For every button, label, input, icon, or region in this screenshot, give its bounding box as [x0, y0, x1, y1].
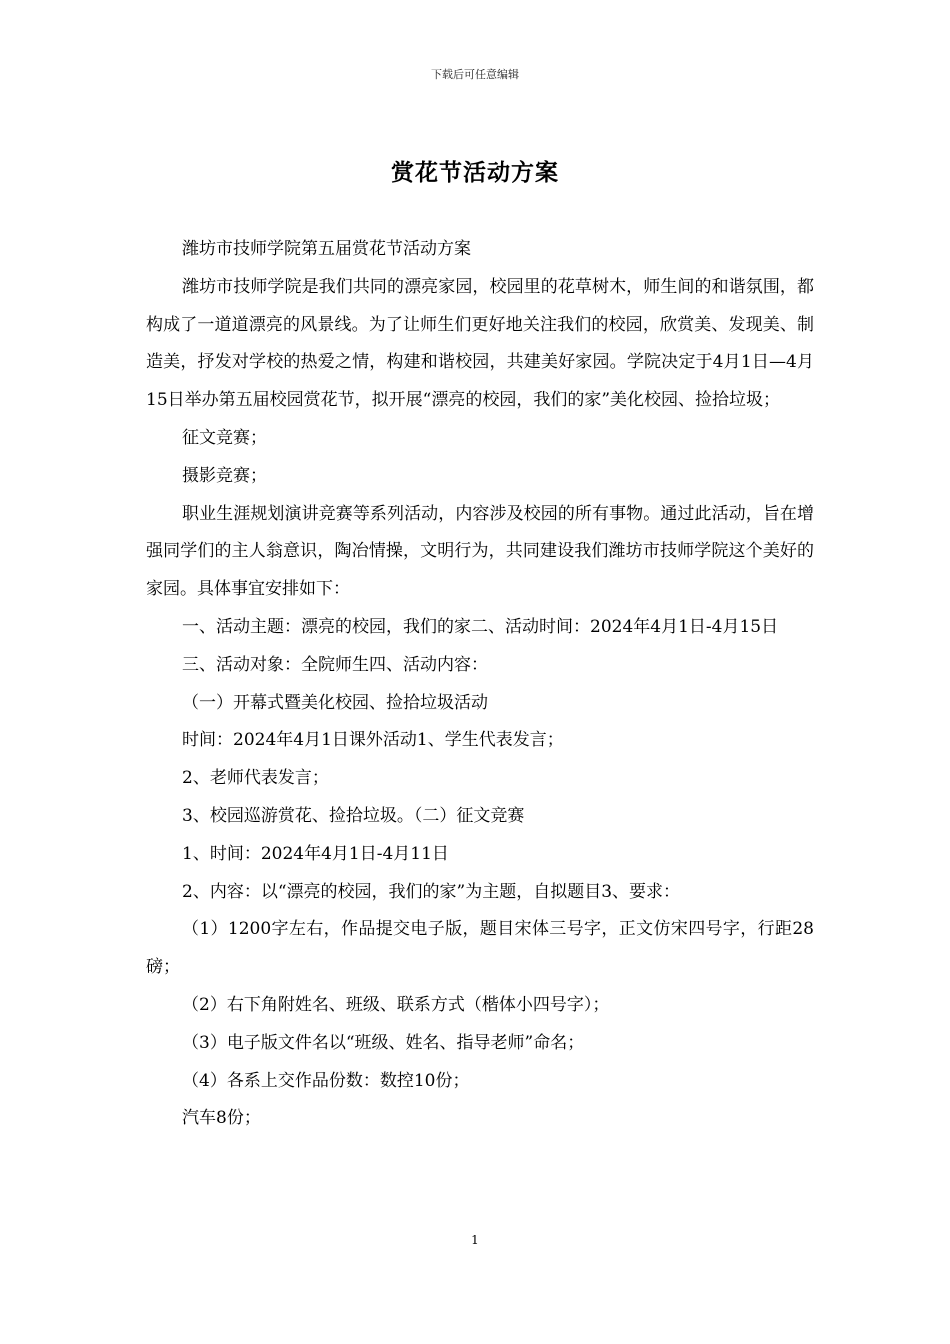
- paragraph: 1、时间：2024年4月1日-4月11日: [182, 843, 449, 864]
- paragraph: 2、内容：以“漂亮的校园，我们的家”为主题，自拟题目3、要求：: [182, 881, 681, 902]
- paragraph: （4）各系上交作品份数：数控10份；: [182, 1070, 470, 1091]
- document-title: 赏花节活动方案: [391, 159, 559, 186]
- paragraph: 3、校园巡游赏花、捡拾垃圾。（二）征文竞赛: [182, 805, 525, 826]
- paragraph: 职业生涯规划演讲竞赛等系列活动，内容涉及校园的所有事物。通过此活动，旨在增强同学们的主人翁意识，陶冶情操，文明行为，共同建设我们潍坊市技师学院这个美好的家园。具体事宜安排如下：: [146, 503, 814, 600]
- paragraph: 摄影竞赛；: [182, 465, 267, 486]
- paragraph: 汽车8份；: [182, 1108, 261, 1129]
- paragraph: 潍坊市技师学院是我们共同的漂亮家园，校园里的花草树木，师生间的和谐氛围，都构成了一道道漂亮的风景线。为了让师生们更好地关注我们的校园，欣赏美、发现美、制造美，抒发对学校的热爱之情，构建和谐校园，共建美好家园。学院决定于4月1日—4月15日举办第五届校园赏花节，拟开展“漂亮的校园，我们的家”美化校园、捡拾垃圾；: [146, 276, 814, 411]
- page-number: 1: [471, 1233, 479, 1247]
- paragraph: 时间：2024年4月1日课外活动1、学生代表发言；: [182, 730, 564, 751]
- paragraph: （1）1200字左右，作品提交电子版，题目宋体三号字，正文仿宋四号字，行距28磅；: [146, 919, 814, 978]
- paragraph: 一、活动主题：漂亮的校园，我们的家二、活动时间：2024年4月1日-4月15日: [182, 616, 779, 637]
- paragraph: （3）电子版文件名以“班级、姓名、指导老师”命名；: [182, 1032, 585, 1053]
- header-note: 下载后可任意编辑: [431, 68, 519, 81]
- paragraph: 潍坊市技师学院第五届赏花节活动方案: [182, 239, 471, 259]
- paragraph: （2）右下角附姓名、班级、联系方式（楷体小四号字）；: [182, 994, 610, 1015]
- paragraph: （一）开幕式暨美化校园、捡拾垃圾活动: [182, 692, 488, 713]
- paragraph: 三、活动对象：全院师生四、活动内容：: [182, 654, 488, 675]
- paragraph: 2、老师代表发言；: [182, 768, 329, 789]
- paragraph: 征文竞赛；: [182, 427, 267, 448]
- document-body: [146, 231, 814, 1138]
